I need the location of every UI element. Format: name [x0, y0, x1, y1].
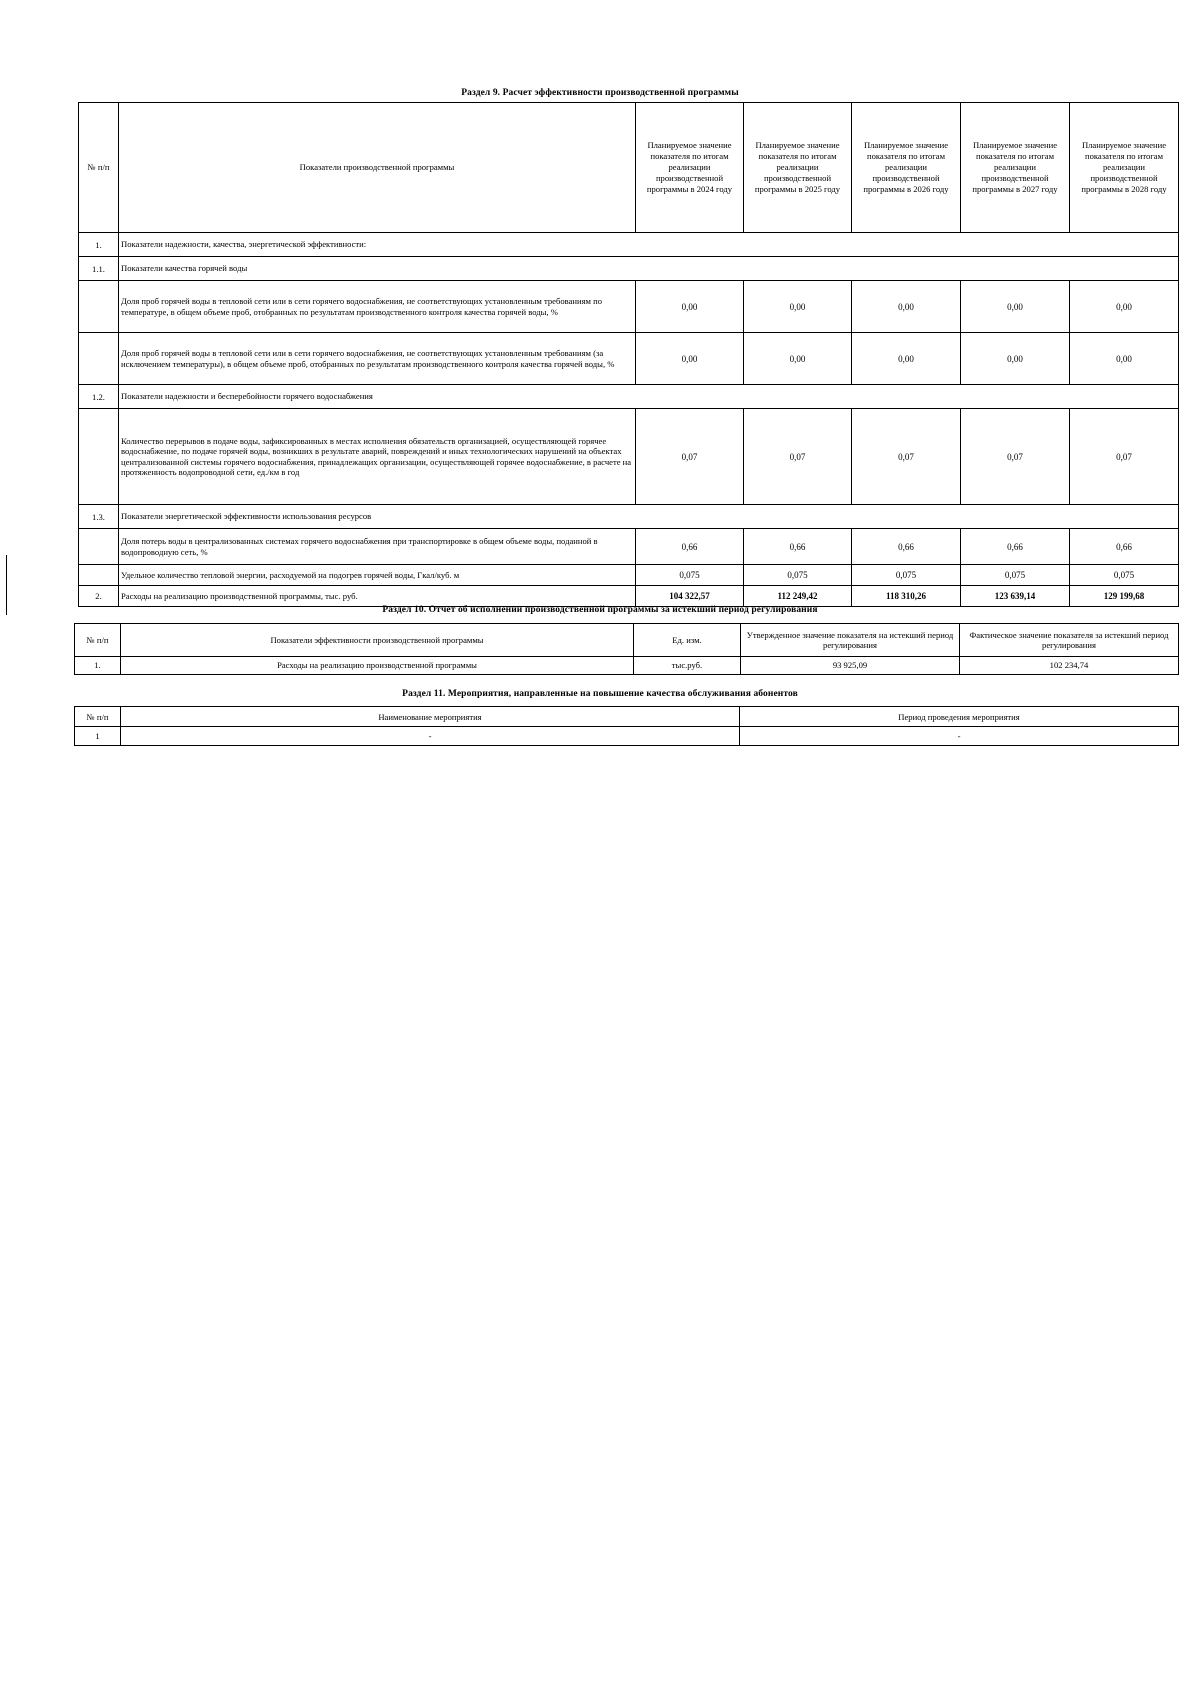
value-2028: 0,66	[1070, 529, 1179, 565]
efficiency-table	[78, 102, 1179, 607]
section11-title: Раздел 11. Мероприятия, направленные на повышение качества обслуживания абонентов	[402, 689, 798, 699]
value-2024: 0,00	[636, 333, 744, 385]
table-row	[79, 505, 1179, 529]
table-row	[75, 657, 1179, 675]
indicator-label: Расходы на реализацию производственной программы	[121, 657, 634, 675]
measures-table	[74, 706, 1179, 746]
row-num	[79, 409, 119, 505]
indicator-label: Доля потерь воды в централизованных системах горячего водоснабжения при транспортировке в общем объеме воды, поданной в водопроводную сеть, %	[119, 529, 636, 565]
header-indicator: Показатели эффективности производственной программы	[121, 624, 634, 657]
table-row	[79, 529, 1179, 565]
table-row	[79, 257, 1179, 281]
header-actual: Фактическое значение показателя за истекший период регулирования	[960, 624, 1179, 657]
value-2024: 104 322,57	[636, 586, 744, 607]
group-label: Показатели надежности, качества, энергетической эффективности:	[119, 233, 1179, 257]
row-num	[79, 529, 119, 565]
table-row	[79, 565, 1179, 586]
header-year-2027: Планируемое значение показателя по итогам реализации производственной программы в 2027 году	[961, 103, 1070, 233]
value-2027: 0,07	[961, 409, 1070, 505]
value-2026: 0,075	[852, 565, 961, 586]
row-num: 1.	[79, 233, 119, 257]
approved-value: 93 925,09	[741, 657, 960, 675]
value-2026: 0,07	[852, 409, 961, 505]
value-2028: 0,07	[1070, 409, 1179, 505]
value-2027: 123 639,14	[961, 586, 1070, 607]
value-2026: 0,00	[852, 333, 961, 385]
header-year-2024: Планируемое значение показателя по итогам реализации производственной программы в 2024 году	[636, 103, 744, 233]
value-2028: 0,075	[1070, 565, 1179, 586]
value-2024: 0,07	[636, 409, 744, 505]
indicator-label: Доля проб горячей воды в тепловой сети или в сети горячего водоснабжения, не соответствующих установленным требованиям по температуре, в общем объеме проб, отобранных по результатам производственного контроля качества горячей воды, %	[119, 281, 636, 333]
header-approved: Утвержденное значение показателя на истекший период регулирования	[741, 624, 960, 657]
table-row	[79, 281, 1179, 333]
row-num: 1.	[75, 657, 121, 675]
indicator-label: Доля проб горячей воды в тепловой сети или в сети горячего водоснабжения, не соответствующих установленным требованиям (за исключением температуры), в общем объеме проб, отобранных по результатам производственного контроля качества горячей воды, %	[119, 333, 636, 385]
row-num	[79, 565, 119, 586]
measure-period: -	[740, 727, 1179, 746]
row-num: 1.1.	[79, 257, 119, 281]
scan-margin-line	[6, 555, 7, 615]
header-num: № п/п	[75, 707, 121, 727]
row-num: 1.2.	[79, 385, 119, 409]
table-row	[79, 385, 1179, 409]
indicator-label: Удельное количество тепловой энергии, расходуемой на подогрев горячей воды, Гкал/куб. м	[119, 565, 636, 586]
group-label: Показатели надежности и бесперебойности горячего водоснабжения	[119, 385, 1179, 409]
value-2027: 0,075	[961, 565, 1070, 586]
value-2026: 0,00	[852, 281, 961, 333]
value-2027: 0,00	[961, 333, 1070, 385]
value-2025: 0,66	[744, 529, 852, 565]
table-row	[75, 727, 1179, 746]
table-row	[79, 409, 1179, 505]
header-unit: Ед. изм.	[634, 624, 741, 657]
report-table	[74, 623, 1179, 675]
row-num: 1.3.	[79, 505, 119, 529]
section10-title: Раздел 10. Отчет об исполнении производственной программы за истекший период регулирования	[382, 605, 818, 615]
value-2026: 118 310,26	[852, 586, 961, 607]
header-period: Период проведения мероприятия	[740, 707, 1179, 727]
header-row	[75, 707, 1179, 727]
table-row	[79, 333, 1179, 385]
measure-name: -	[121, 727, 740, 746]
value-2024: 0,075	[636, 565, 744, 586]
header-name: Наименование мероприятия	[121, 707, 740, 727]
row-num	[79, 333, 119, 385]
indicator-label: Количество перерывов в подаче воды, зафиксированных в местах исполнения обязательств организацией, осуществляющей горячее водоснабжение, по подаче горячей воды, возникших в результате аварий, повреждений и иных технологических нарушений на объектах централизованной системы горячего водоснабжения, принадлежащих организации, осуществляющей горячее водоснабжение, в расчете на протяженность водопроводной сети, ед./км в год	[119, 409, 636, 505]
header-num: № п/п	[75, 624, 121, 657]
header-indicator: Показатели производственной программы	[119, 103, 636, 233]
indicator-label: Расходы на реализацию производственной программы, тыс. руб.	[119, 586, 636, 607]
value-2026: 0,66	[852, 529, 961, 565]
value-2025: 0,075	[744, 565, 852, 586]
table-row	[79, 586, 1179, 607]
value-2028: 129 199,68	[1070, 586, 1179, 607]
row-num: 1	[75, 727, 121, 746]
row-num	[79, 281, 119, 333]
header-year-2028: Планируемое значение показателя по итогам реализации производственной программы в 2028 году	[1070, 103, 1179, 233]
header-row	[75, 624, 1179, 657]
unit-cell: тыс.руб.	[634, 657, 741, 675]
value-2027: 0,66	[961, 529, 1070, 565]
header-year-2026: Планируемое значение показателя по итогам реализации производственной программы в 2026 году	[852, 103, 961, 233]
value-2025: 0,00	[744, 281, 852, 333]
value-2028: 0,00	[1070, 281, 1179, 333]
value-2025: 0,07	[744, 409, 852, 505]
section9-title: Раздел 9. Расчет эффективности производственной программы	[461, 88, 739, 98]
row-num: 2.	[79, 586, 119, 607]
group-label: Показатели качества горячей воды	[119, 257, 1179, 281]
value-2024: 0,00	[636, 281, 744, 333]
group-label: Показатели энергетической эффективности использования ресурсов	[119, 505, 1179, 529]
table-row	[79, 233, 1179, 257]
value-2027: 0,00	[961, 281, 1070, 333]
value-2028: 0,00	[1070, 333, 1179, 385]
value-2025: 0,00	[744, 333, 852, 385]
header-year-2025: Планируемое значение показателя по итогам реализации производственной программы в 2025 году	[744, 103, 852, 233]
header-num: № п/п	[79, 103, 119, 233]
value-2024: 0,66	[636, 529, 744, 565]
header-row	[79, 103, 1179, 233]
value-2025: 112 249,42	[744, 586, 852, 607]
actual-value: 102 234,74	[960, 657, 1179, 675]
